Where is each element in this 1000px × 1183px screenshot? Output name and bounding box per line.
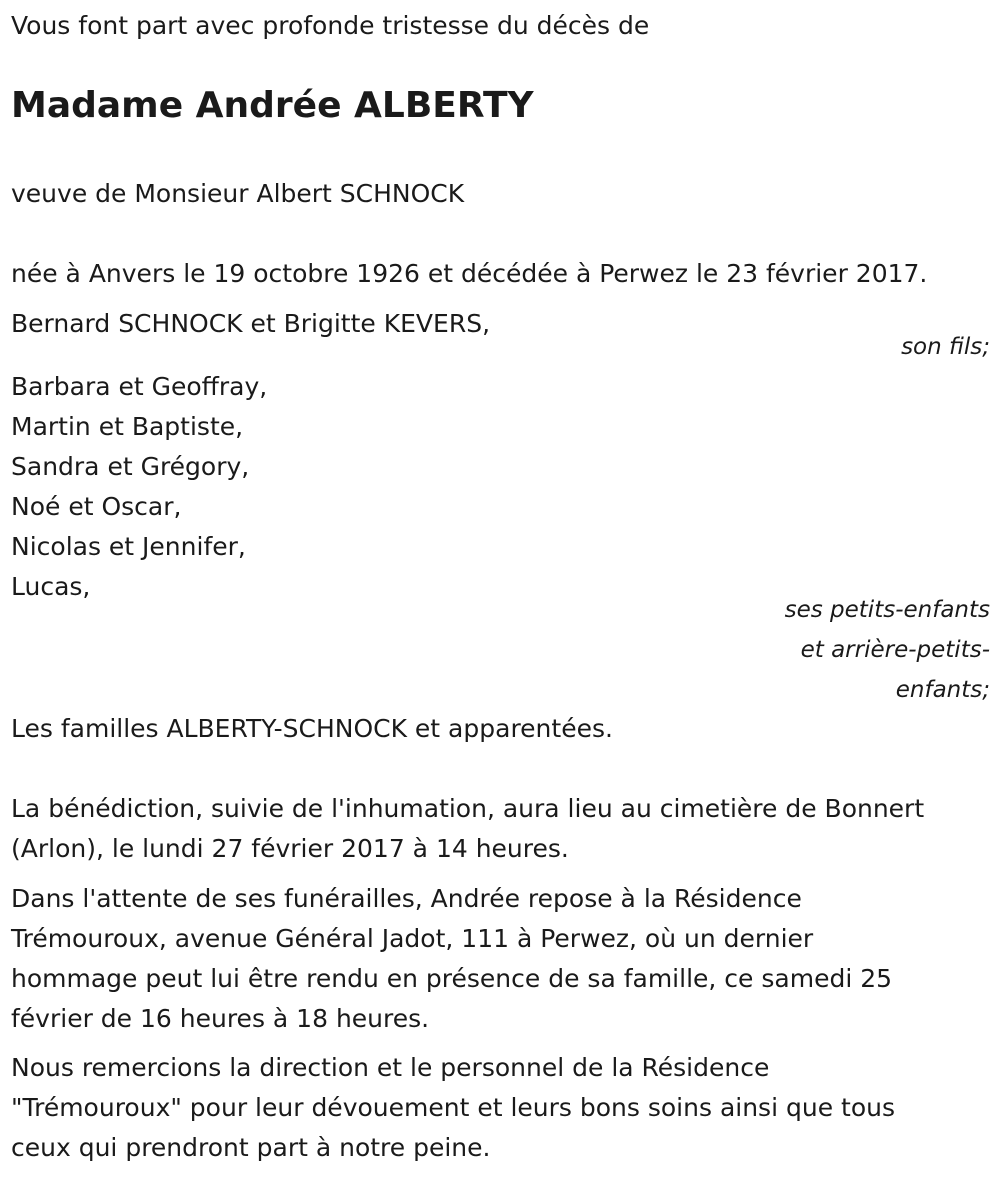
widow-text: veuve de Monsieur Albert SCHNOCK — [11, 179, 465, 208]
grandchild-line: Lucas, — [11, 572, 91, 601]
thanks-line: "Trémouroux" pour leur dévouement et leurs bons soins ainsi que tous — [11, 1093, 895, 1122]
grandchild-line: Noé et Oscar, — [11, 492, 182, 521]
viewing-line: Dans l'attente de ses funérailles, Andrée repose à la Résidence — [11, 884, 802, 913]
birth-death-text: née à Anvers le 19 octobre 1926 et décédée à Perwez le 23 février 2017. — [11, 259, 928, 288]
viewing-line: février de 16 heures à 18 heures. — [11, 1004, 430, 1033]
viewing-line: hommage peut lui être rendu en présence de sa famille, ce samedi 25 — [11, 964, 893, 993]
ceremony-line: La bénédiction, suivie de l'inhumation, aura lieu au cimetière de Bonnert — [11, 794, 925, 823]
grandchild-line: Barbara et Geoffray, — [11, 372, 268, 401]
son-names: Bernard SCHNOCK et Brigitte KEVERS, — [11, 309, 491, 338]
son-relation: son fils; — [901, 334, 990, 360]
families-text: Les familles ALBERTY-SCHNOCK et apparentées. — [11, 714, 613, 743]
grandchildren-relation-line: enfants; — [895, 677, 990, 703]
grandchild-line: Martin et Baptiste, — [11, 412, 244, 441]
thanks-line: ceux qui prendront part à notre peine. — [11, 1133, 491, 1162]
viewing-line: Trémouroux, avenue Général Jadot, 111 à Perwez, où un dernier — [11, 924, 814, 953]
grandchild-line: Sandra et Grégory, — [11, 452, 250, 481]
thanks-line: Nous remercions la direction et le personnel de la Résidence — [11, 1053, 770, 1082]
grandchildren-relation-line: et arrière-petits- — [800, 637, 990, 663]
grandchild-line: Nicolas et Jennifer, — [11, 532, 246, 561]
intro-text: Vous font part avec profonde tristesse du décès de — [11, 11, 650, 40]
deceased-name: Madame Andrée ALBERTY — [11, 85, 534, 126]
ceremony-line: (Arlon), le lundi 27 février 2017 à 14 heures. — [11, 834, 569, 863]
grandchildren-relation-line: ses petits-enfants — [784, 597, 990, 623]
